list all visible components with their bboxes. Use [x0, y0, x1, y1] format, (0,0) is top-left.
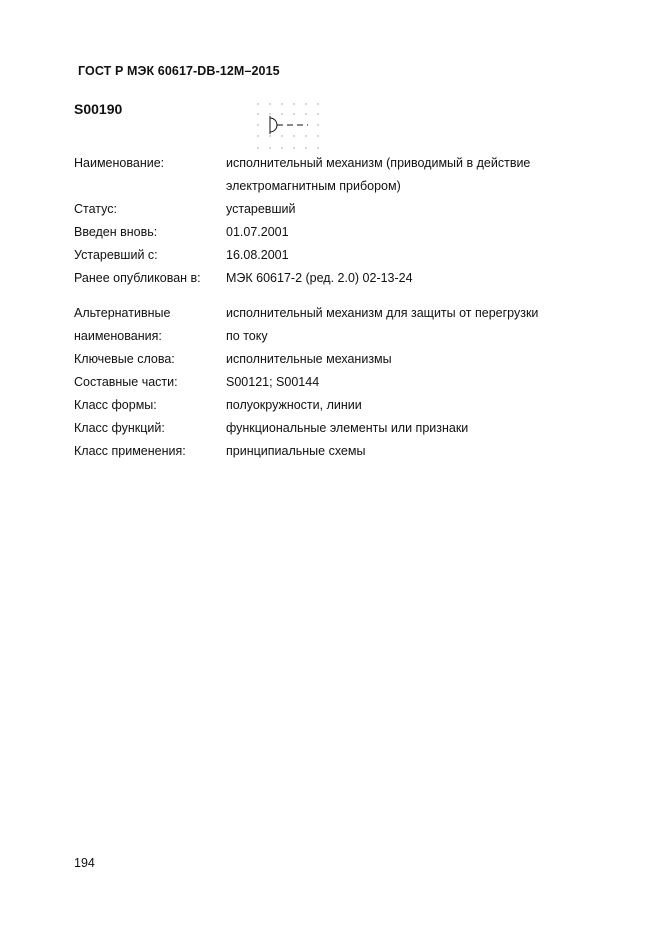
attribute-value: устаревший: [226, 202, 296, 216]
document-title: ГОСТ Р МЭК 60617-DB-12M–2015: [78, 64, 280, 78]
attribute-value: 16.08.2001: [226, 248, 289, 262]
attribute-value: исполнительный механизм для защиты от перегрузки: [226, 306, 539, 320]
attribute-row: [74, 417, 634, 440]
actuator-electromagnetic-symbol-icon: [254, 102, 324, 152]
attribute-row: [74, 325, 634, 348]
attribute-value: принципиальные схемы: [226, 444, 366, 458]
attribute-label: [74, 175, 226, 198]
attribute-value: МЭК 60617-2 (ред. 2.0) 02-13-24: [226, 271, 413, 285]
symbol-code: S00190: [74, 101, 123, 117]
attribute-row: [74, 371, 634, 394]
attribute-value: функциональные элементы или признаки: [226, 421, 469, 435]
attribute-label: Альтернативные: [74, 306, 171, 320]
attribute-value: исполнительные механизмы: [226, 352, 392, 366]
attribute-label: Статус:: [74, 202, 117, 216]
attribute-value: электромагнитным прибором): [226, 179, 401, 193]
page-number: 194: [74, 856, 95, 870]
attribute-label: Составные части:: [74, 375, 178, 389]
attribute-label: Ключевые слова:: [74, 352, 175, 366]
attribute-row: [74, 440, 634, 463]
attribute-label: Класс формы:: [74, 398, 157, 412]
attribute-row: [74, 348, 634, 371]
attribute-value: полуокружности, линии: [226, 398, 362, 412]
attribute-label: Класс функций:: [74, 421, 165, 435]
attribute-label: наименования:: [74, 329, 162, 343]
section-gap: [74, 290, 634, 302]
attribute-list: [74, 152, 634, 463]
attribute-value: S00121; S00144: [226, 375, 320, 389]
attribute-label: Ранее опубликован в:: [74, 271, 201, 285]
attribute-label: Наименование:: [74, 156, 165, 170]
attribute-row: [74, 267, 634, 290]
attribute-label: Устаревший с:: [74, 248, 158, 262]
attribute-row: [74, 302, 634, 325]
attribute-row: [74, 221, 634, 244]
attribute-row: [74, 198, 634, 221]
attribute-row: [74, 152, 634, 175]
attribute-value: 01.07.2001: [226, 225, 289, 239]
attribute-label: Введен вновь:: [74, 225, 158, 239]
attribute-value: по току: [226, 329, 268, 343]
attribute-row: [74, 175, 634, 198]
attribute-row: [74, 394, 634, 417]
attribute-value: исполнительный механизм (приводимый в действие: [226, 156, 531, 170]
attribute-label: Класс применения:: [74, 444, 186, 458]
attribute-row: [74, 244, 634, 267]
